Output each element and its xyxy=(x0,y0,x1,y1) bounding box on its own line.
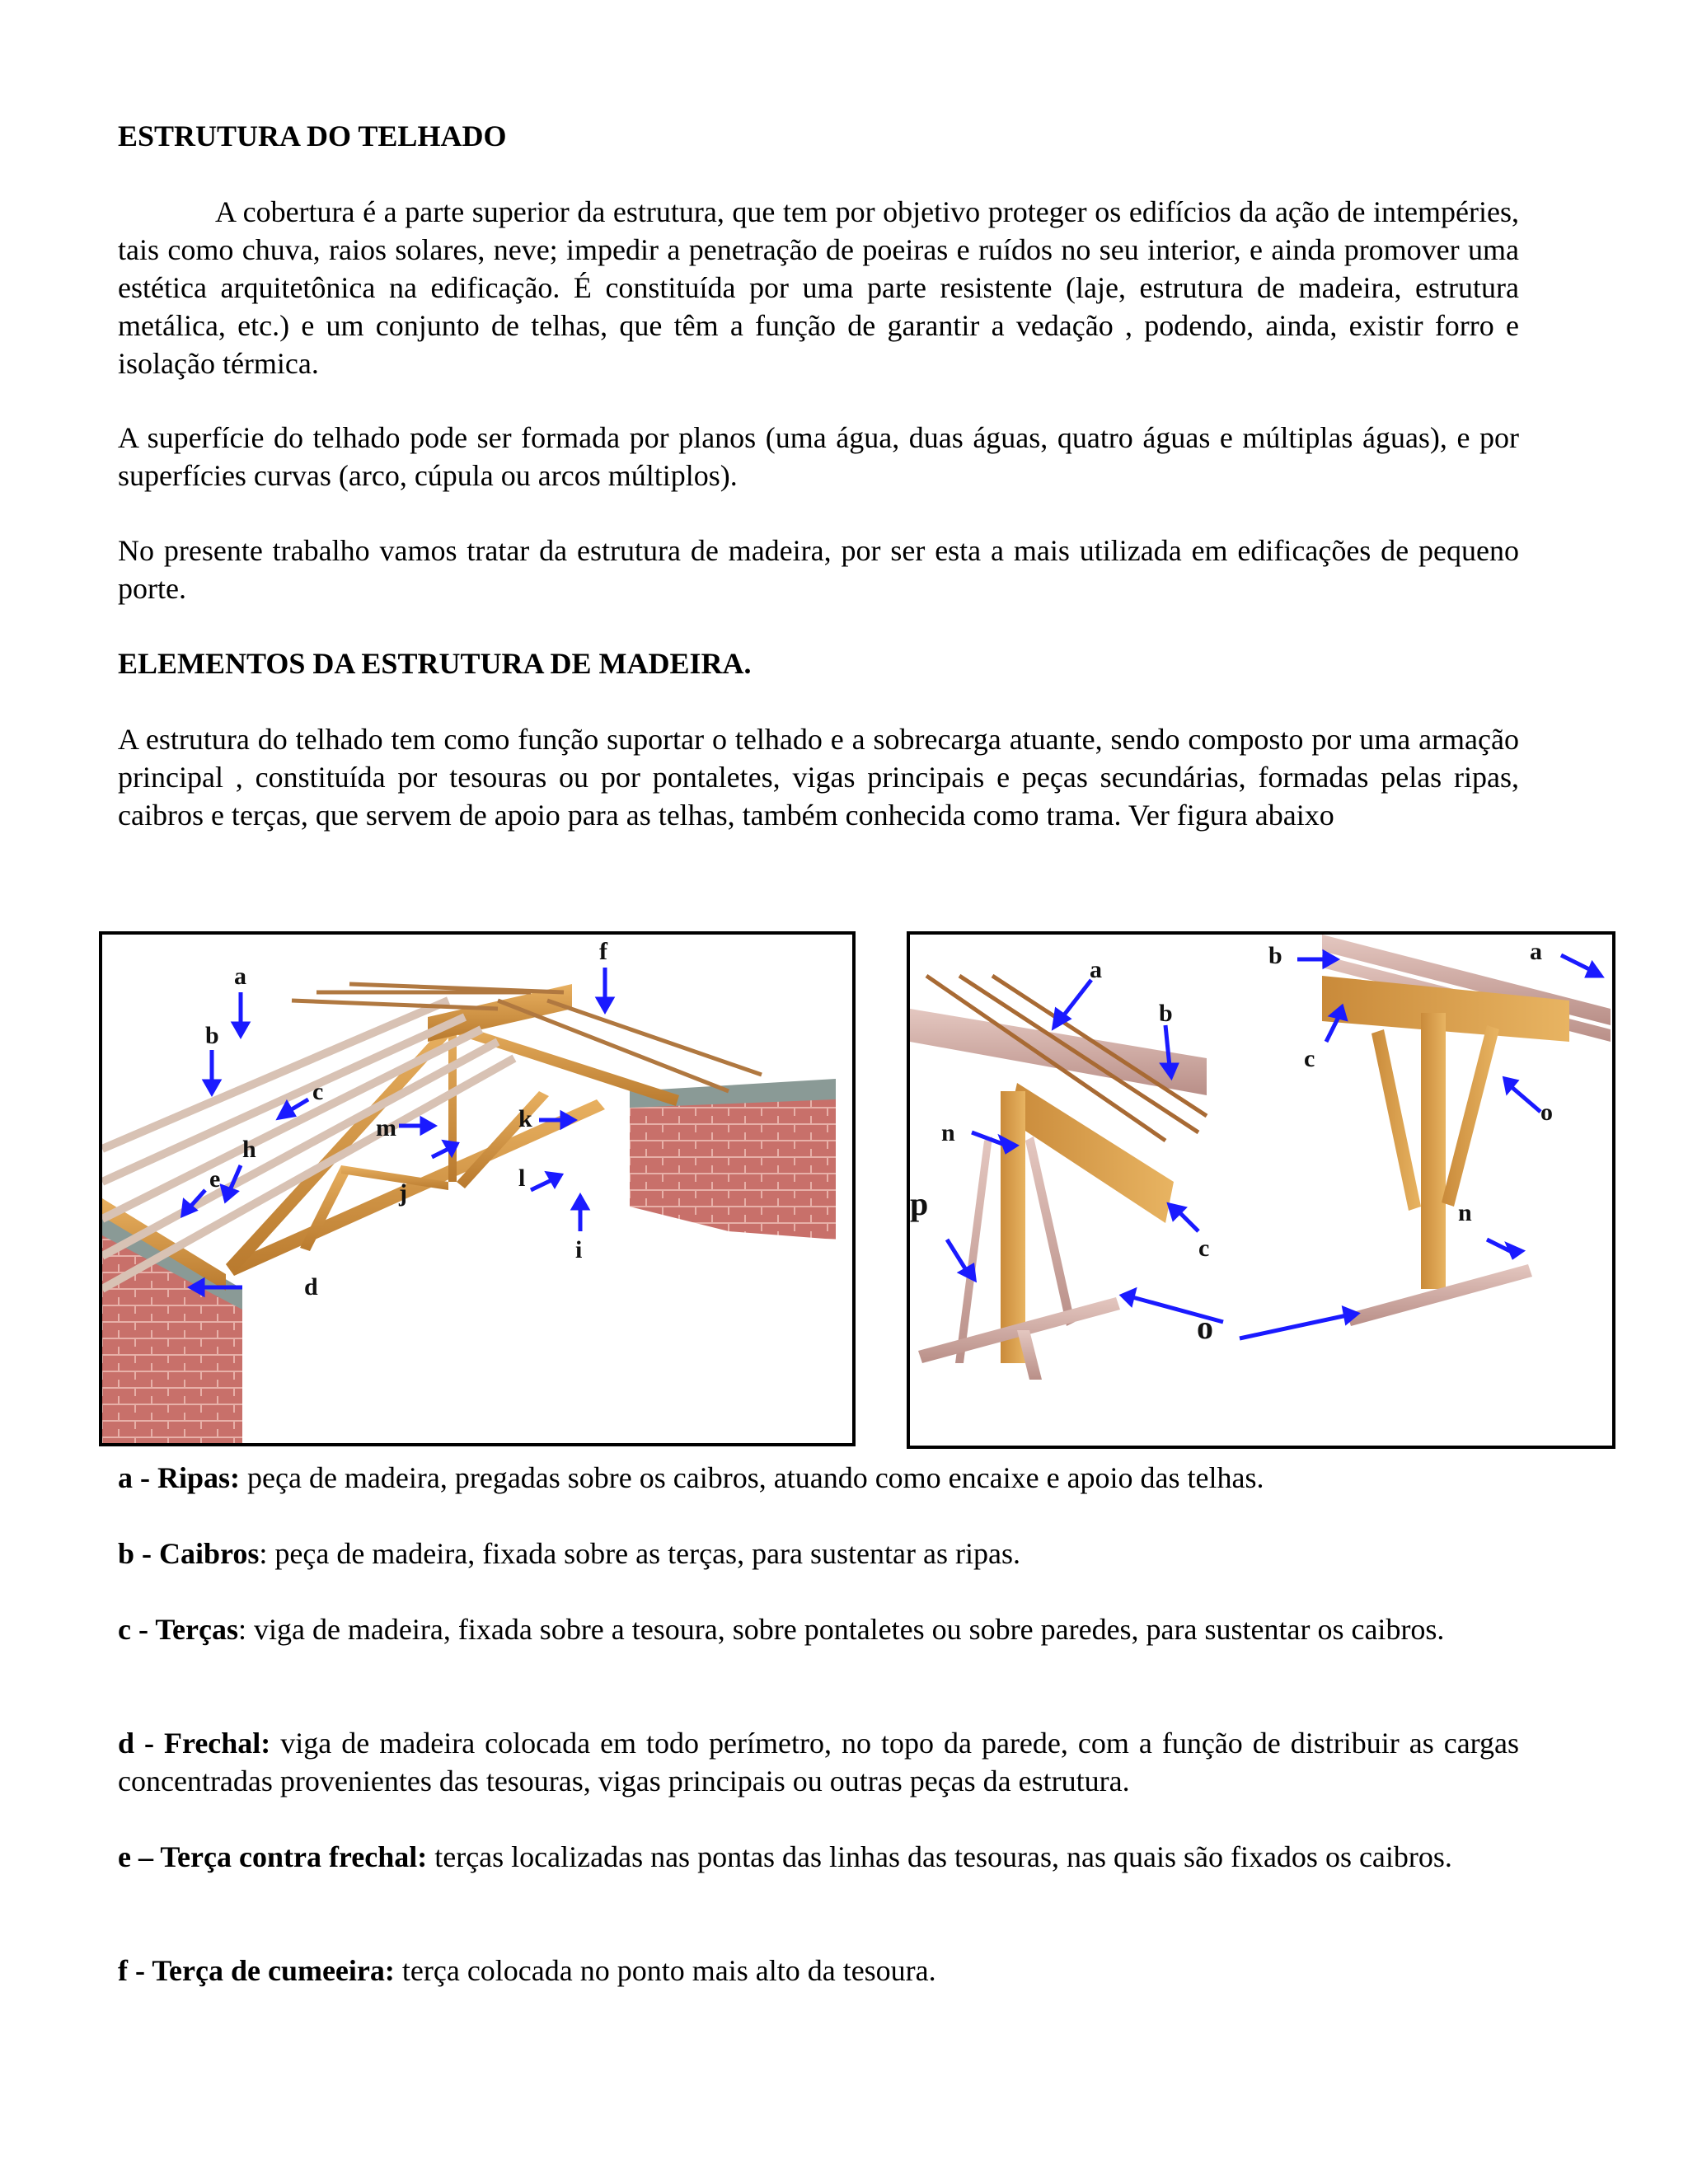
term-ripas: a - Ripas: xyxy=(118,1461,241,1494)
figure-roof-truss xyxy=(99,931,856,1446)
label-f: f xyxy=(599,938,607,965)
label-b-left: b xyxy=(1159,1000,1173,1027)
label-a: a xyxy=(234,963,246,990)
right-strut-group xyxy=(1322,935,1611,1326)
label-b-right: b xyxy=(1268,942,1282,969)
left-strut-group xyxy=(910,976,1210,1380)
label-a-right: a xyxy=(1530,938,1542,965)
struts-drawing xyxy=(910,935,1612,1446)
definition-caibros xyxy=(118,1535,1519,1572)
term-terca-cumeeira: f - Terça de cumeeira: xyxy=(118,1954,395,1987)
figure-struts xyxy=(907,931,1615,1449)
label-d: d xyxy=(304,1273,318,1301)
label-e: e xyxy=(209,1165,221,1193)
paragraph-elements: A estrutura do telhado tem como função suportar o telhado e a sobrecarga atuante, sendo composto por uma armação principal , constituída por tesouras ou por pontaletes, vigas principais e peças secundárias, formadas pelas ripas, caibros e terças, que servem de apoio para as telhas, também conhecida como trama. Ver figura abaixo xyxy=(118,723,1519,832)
definition-frechal xyxy=(118,1724,1519,1800)
label-a-left: a xyxy=(1090,956,1102,983)
roof-truss-drawing xyxy=(102,935,852,1443)
label-n-left: n xyxy=(941,1119,955,1146)
label-p: p xyxy=(910,1185,929,1222)
label-o-right: o xyxy=(1540,1099,1553,1126)
definition-terca-contra-frechal xyxy=(118,1838,1519,1876)
paragraph-intro: A cobertura é a parte superior da estrutura, que tem por objetivo proteger os edifícios da ação de intempéries, tais como chuva, raios solares, neve; impedir a penetração de poeiras e ruídos no seu interior, e ainda promover uma estética arquitetônica na edificação. É constituída por uma parte resistente (laje, estrutura de madeira, estrutura metálica, etc.) e um conjunto de telhas, que têm a função de garantir a vedação , podendo, ainda, existir forro e isolação térmica. xyxy=(118,195,1519,380)
definition-terca-cumeeira xyxy=(118,1952,1519,1990)
heading-wood-elements: ELEMENTOS DA ESTRUTURA DE MADEIRA. xyxy=(118,647,752,680)
label-i: i xyxy=(575,1236,583,1263)
label-c-right: c xyxy=(1304,1045,1315,1072)
text-ripas: peça de madeira, pregadas sobre os caibros, atuando como encaixe e apoio das telhas. xyxy=(240,1461,1264,1494)
term-tercas: c - Terças xyxy=(118,1613,238,1646)
label-h: h xyxy=(242,1136,256,1163)
label-k: k xyxy=(518,1105,532,1132)
definition-tercas xyxy=(118,1610,1519,1648)
text-caibros: : peça de madeira, fixada sobre as terças, para sustentar as ripas. xyxy=(259,1537,1020,1570)
text-frechal: viga de madeira colocada em todo perímetro, no topo da parede, com a função de distribuir as cargas concentradas provenientes das tesouras, vigas principais ou outras peças da estrutura. xyxy=(118,1727,1520,1797)
text-tercas: : viga de madeira, fixada sobre a tesoura, sobre pontaletes ou sobre paredes, para sustentar os caibros. xyxy=(237,1613,1445,1646)
text-terca-contra-frechal: terças localizadas nas pontas das linhas das tesouras, nas quais são fixados os caibros. xyxy=(427,1840,1452,1873)
label-o-bottom: o xyxy=(1197,1309,1213,1346)
right-brick-wall xyxy=(630,1091,836,1240)
term-caibros: b - Caibros xyxy=(118,1537,260,1570)
term-frechal: d - Frechal: xyxy=(118,1727,271,1760)
label-l: l xyxy=(518,1165,526,1192)
label-m: m xyxy=(376,1114,396,1141)
paragraph-wood: No presente trabalho vamos tratar da estrutura de madeira, por ser esta a mais utilizada em edificações de pequeno porte. xyxy=(118,534,1519,605)
paragraph-surfaces: A superfície do telhado pode ser formada por planos (uma água, duas águas, quatro águas e múltiplas águas), e por superfícies curvas (arco, cúpula ou arcos múltiplos). xyxy=(118,421,1519,492)
definition-ripas xyxy=(118,1459,1519,1497)
text-terca-cumeeira: terça colocada no ponto mais alto da tesoura. xyxy=(394,1954,936,1987)
label-j: j xyxy=(399,1179,407,1207)
label-c: c xyxy=(312,1078,324,1105)
label-b: b xyxy=(205,1022,219,1049)
term-terca-contra-frechal: e – Terça contra frechal: xyxy=(118,1840,428,1873)
label-n-right: n xyxy=(1458,1199,1472,1226)
label-c-left: c xyxy=(1198,1235,1210,1262)
heading-roof-structure: ESTRUTURA DO TELHADO xyxy=(118,120,507,152)
